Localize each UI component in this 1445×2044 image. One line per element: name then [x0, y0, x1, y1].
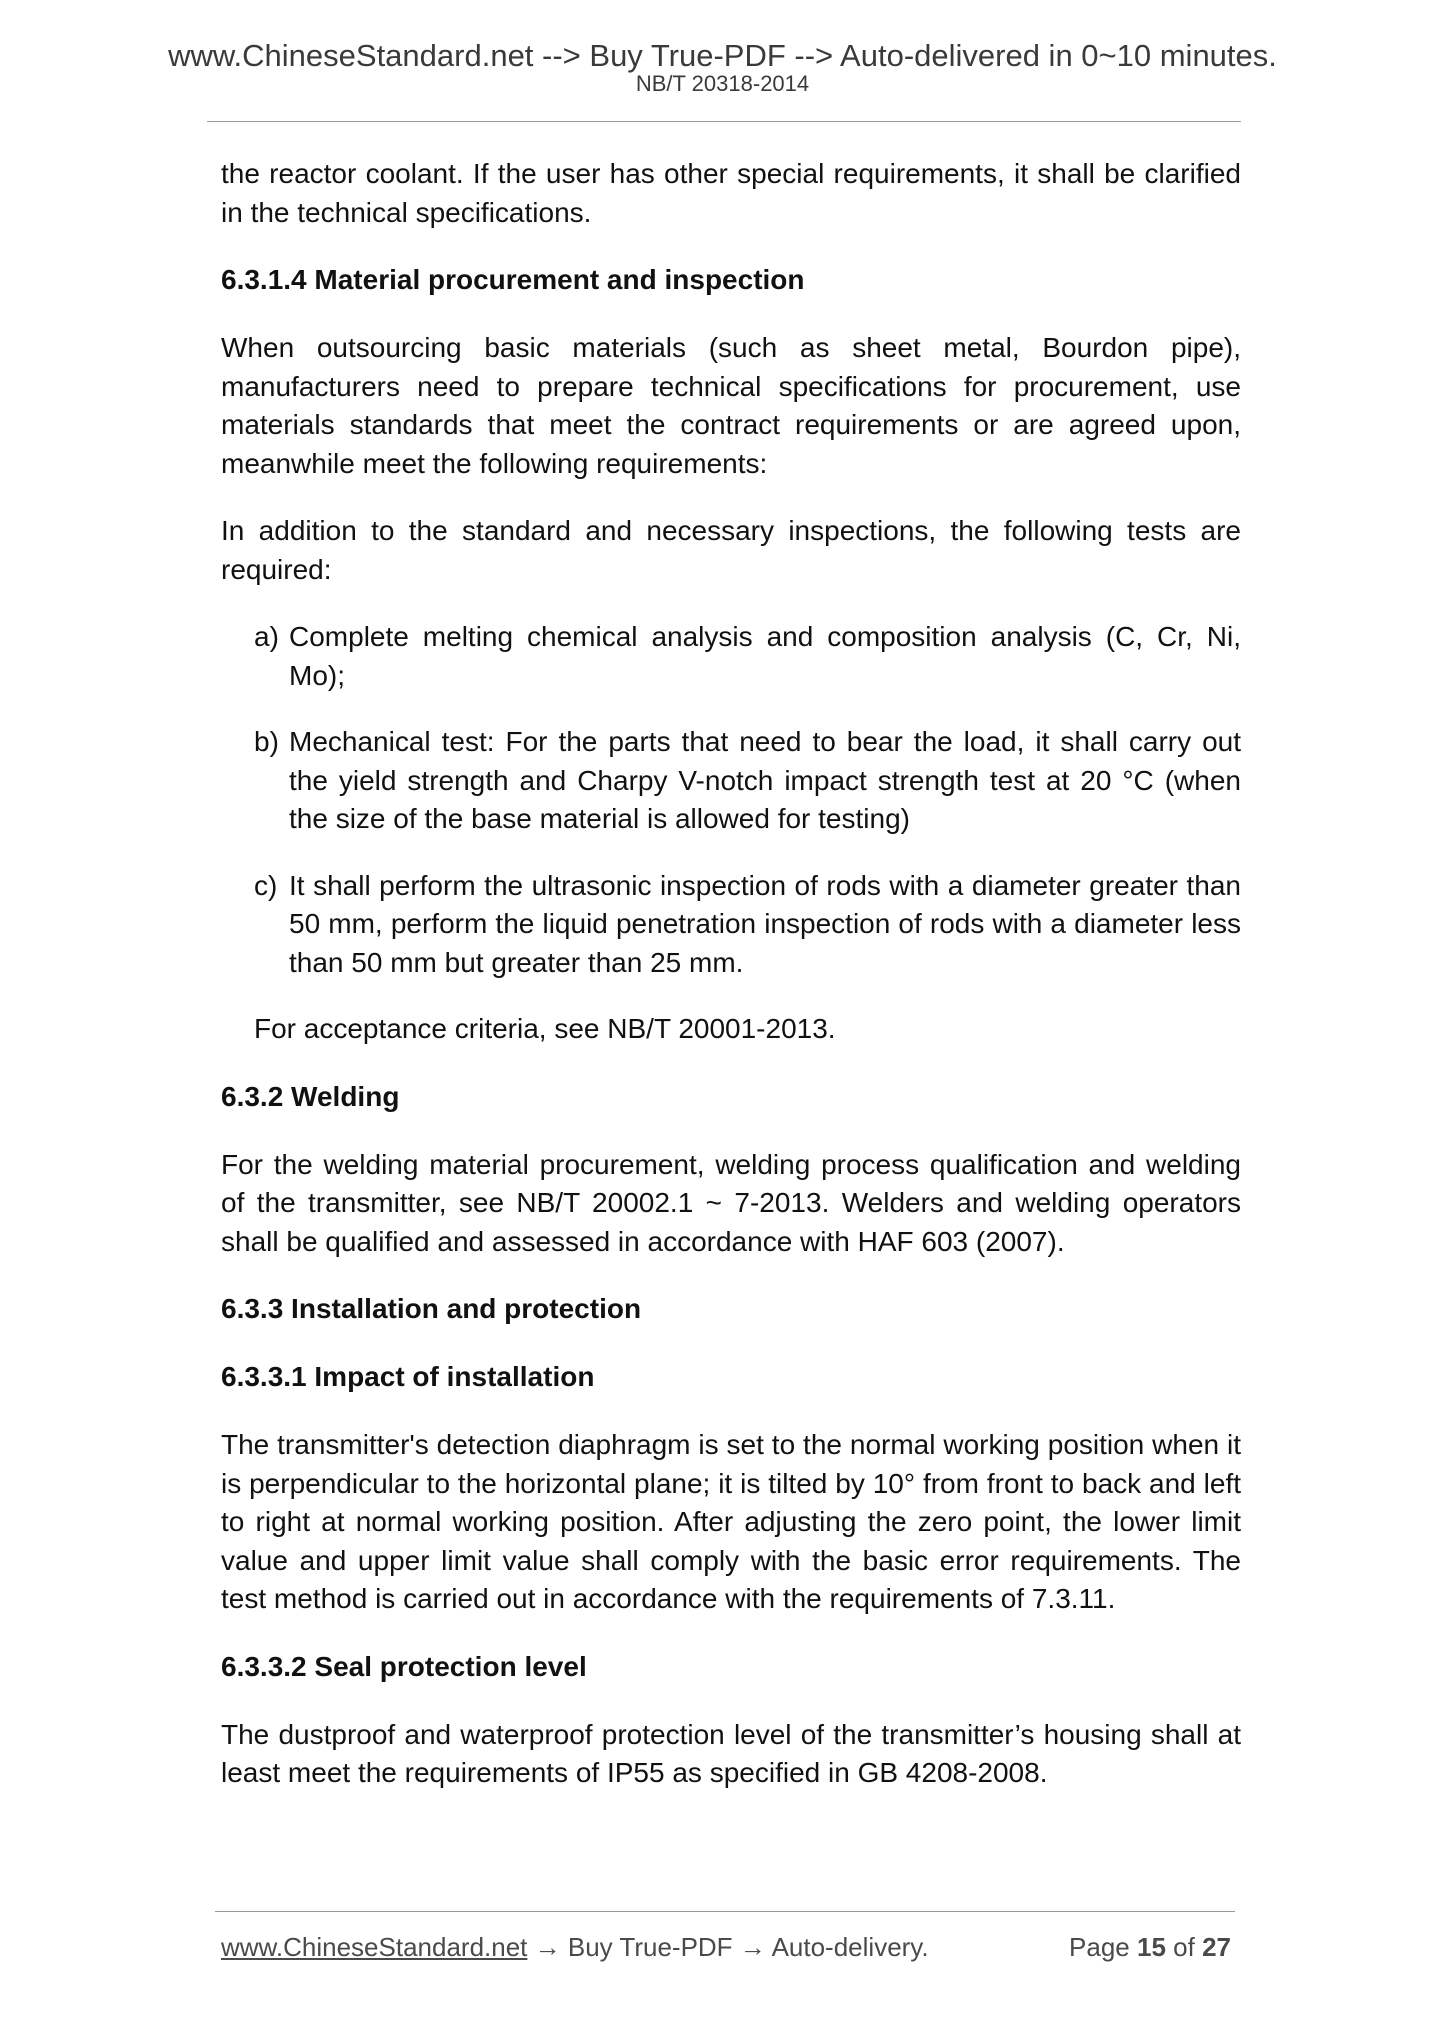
total-pages: 27: [1202, 1932, 1231, 1962]
outsourcing-paragraph: When outsourcing basic materials (such as sheet metal, Bourdon pipe), manufacturers need to prepare technical specifications for procurement, use materials standards that meet the contract requirements or are agreed upon, meanwhile meet the following requirements:: [221, 332, 1241, 479]
page-footer: [221, 1931, 1231, 1963]
acceptance-paragraph: For acceptance criteria, see NB/T 20001-2013.: [254, 1013, 836, 1044]
page-content: [221, 155, 1241, 1822]
installation-paragraph: The transmitter's detection diaphragm is set to the normal working position when it is perpendicular to the horizontal plane; it is tilted by 10° from front to back and left to right at normal working position. After adjusting the zero point, the lower limit value and upper limit value shall comply with the basic error requirements. The test method is carried out in accordance with the requirements of 7.3.11.: [221, 1429, 1241, 1614]
of-label: of: [1173, 1932, 1195, 1962]
heading-6-3-3: 6.3.3 Installation and protection: [221, 1293, 642, 1324]
header-divider: [207, 121, 1241, 122]
list-item-a: [221, 618, 1241, 695]
list-item-text: Complete melting chemical analysis and composition analysis (C, Cr, Ni, Mo);: [289, 621, 1241, 691]
list-marker: c): [254, 869, 278, 901]
standard-code: NB/T 20318-2014: [635, 71, 810, 96]
footer-site-link[interactable]: www.ChineseStandard.net: [221, 1932, 528, 1962]
list-marker: b): [254, 726, 279, 757]
list-item-c: [221, 867, 1241, 983]
tests-paragraph: In addition to the standard and necessary inspections, the following tests are required:: [221, 515, 1241, 585]
heading-6-3-3-2: 6.3.3.2 Seal protection level: [221, 1650, 587, 1682]
footer-tagline: → Buy True-PDF → Auto-delivery.: [527, 1932, 929, 1962]
heading-6-3-1-4: 6.3.1.4 Material procurement and inspection: [221, 264, 805, 295]
page-label: Page: [1069, 1932, 1130, 1962]
welding-paragraph: For the welding material procurement, welding process qualification and welding of the transmitter, see NB/T 20002.1 ~ 7-2013. Welders and welding operators shall be qualified and assessed in accordance with HAF 603 (2007).: [221, 1148, 1241, 1257]
list-marker: a): [254, 621, 279, 652]
seal-paragraph: The dustproof and waterproof protection level of the transmitter’s housing shall at least meet the requirements of IP55 as specified in GB 4208-2008.: [221, 1718, 1241, 1788]
page-indicator: [1069, 1931, 1231, 1963]
list-item-b: [221, 723, 1241, 839]
intro-paragraph: the reactor coolant. If the user has other special requirements, it shall be clarified in the technical specifications.: [221, 158, 1241, 228]
heading-6-3-2: 6.3.2 Welding: [221, 1080, 400, 1112]
footer-divider: [215, 1911, 1235, 1912]
list-item-text: It shall perform the ultrasonic inspection of rods with a diameter greater than 50 mm, perform the liquid penetration inspection of rods with a diameter less than 50 mm but greater than 25 mm.: [289, 869, 1241, 978]
top-banner: www.ChineseStandard.net --> Buy True-PDF --> Auto-delivered in 0~10 minutes.: [168, 38, 1277, 73]
list-item-text: Mechanical test: For the parts that need to bear the load, it shall carry out the yield strength and Charpy V-notch impact strength test at 20 °C (when the size of the base material is allowed for testing): [289, 726, 1241, 834]
page-number: 15: [1137, 1932, 1166, 1962]
heading-6-3-3-1: 6.3.3.1 Impact of installation: [221, 1361, 595, 1392]
